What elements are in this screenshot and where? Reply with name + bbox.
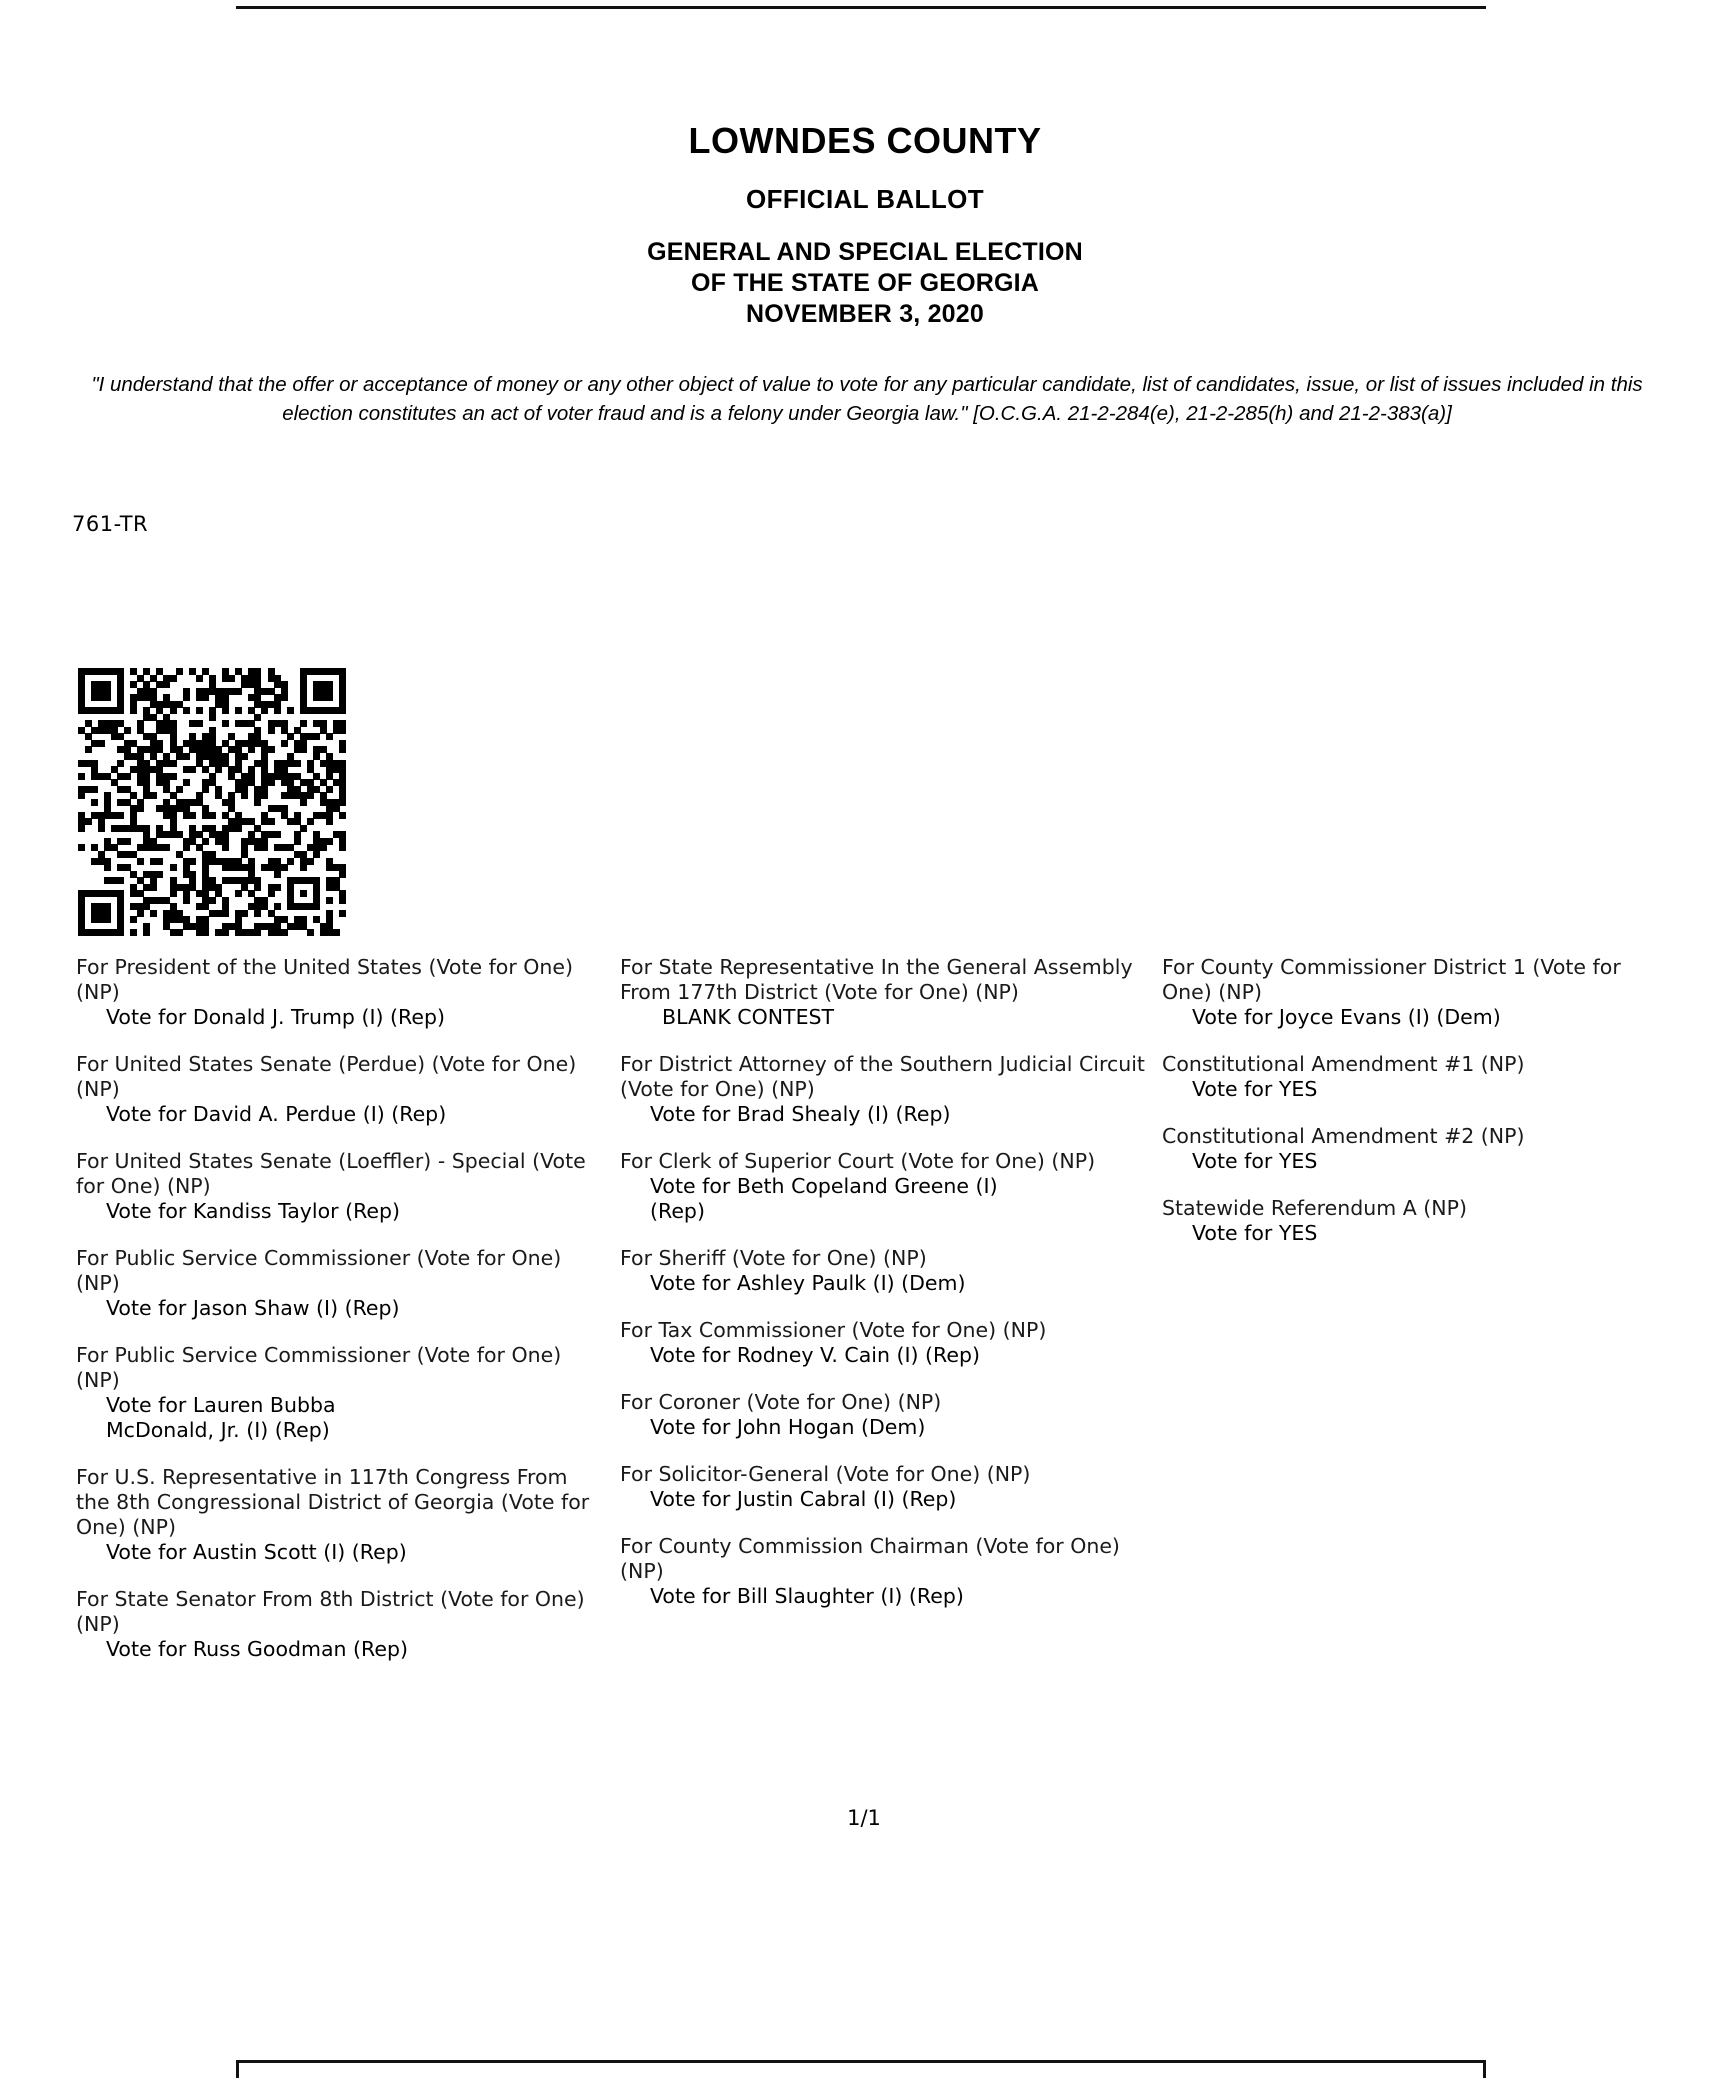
contest-choice: Vote for Justin Cabral (I) (Rep) — [650, 1487, 957, 1511]
contest-choice: Vote for Brad Shealy (I) (Rep) — [650, 1102, 951, 1126]
contest — [620, 1052, 1160, 1127]
contest-title: For Public Service Commissioner (Vote for One) (NP) — [76, 1343, 562, 1392]
contest — [620, 1534, 1160, 1609]
contest-choice: Vote for David A. Perdue (I) (Rep) — [106, 1102, 447, 1126]
contest-choice: Vote for Austin Scott (I) (Rep) — [106, 1540, 407, 1564]
contest-column-3 — [1162, 955, 1662, 1268]
contest-choice: Vote for Kandiss Taylor (Rep) — [106, 1199, 401, 1223]
contest — [620, 1246, 1160, 1296]
contest-choice: Vote for Beth Copeland Greene (I) — [650, 1174, 998, 1198]
contest — [620, 1318, 1160, 1368]
contest-choice: McDonald, Jr. (I) (Rep) — [106, 1418, 330, 1442]
contest — [1162, 1052, 1662, 1102]
contest-column-2 — [620, 955, 1160, 1631]
contest-choice: Vote for YES — [1192, 1149, 1318, 1173]
county-title: LOWNDES COUNTY — [688, 120, 1042, 161]
contest-title: Constitutional Amendment #1 (NP) — [1162, 1052, 1525, 1076]
blank-contest-notice: BLANK CONTEST — [662, 1005, 835, 1029]
ballot-header — [70, 120, 1660, 330]
contest — [1162, 1124, 1662, 1174]
contest-title: Statewide Referendum A (NP) — [1162, 1196, 1467, 1220]
contest-choice: Vote for Lauren Bubba — [106, 1393, 336, 1417]
contest-title: For County Commission Chairman (Vote for One) (NP) — [620, 1534, 1120, 1583]
contest-column-1 — [76, 955, 604, 1684]
contest-choice: Vote for Donald J. Trump (I) (Rep) — [106, 1005, 445, 1029]
election-date: NOVEMBER 3, 2020 — [745, 300, 984, 328]
contest-choice: Vote for Russ Goodman (Rep) — [106, 1637, 409, 1661]
contest — [76, 1343, 604, 1443]
contest — [620, 1149, 1160, 1224]
contest — [620, 1462, 1160, 1512]
contest — [1162, 955, 1662, 1030]
contest-choice: Vote for YES — [1192, 1221, 1318, 1245]
contest — [620, 955, 1160, 1030]
contest-choice: Vote for Bill Slaughter (I) (Rep) — [650, 1584, 964, 1608]
contest-title: For County Commissioner District 1 (Vote for One) (NP) — [1162, 955, 1621, 1004]
scan-edge-rule-top — [236, 6, 1486, 9]
contest — [76, 1587, 604, 1662]
contest-title: For Solicitor-General (Vote for One) (NP) — [620, 1462, 1031, 1486]
scan-edge-rule-bottom — [236, 2060, 1486, 2063]
contest-choice: Vote for YES — [1192, 1077, 1318, 1101]
contest — [620, 1390, 1160, 1440]
contest — [76, 955, 604, 1030]
contest-choice: Vote for Jason Shaw (I) (Rep) — [106, 1296, 400, 1320]
contest-title: For U.S. Representative in 117th Congress From the 8th Congressional District of Georgia (Vote for One) (NP) — [76, 1465, 590, 1539]
qr-code-icon — [78, 668, 346, 936]
contest-title: For State Representative In the General Assembly From 177th District (Vote for One) (NP) — [620, 955, 1133, 1004]
contest-choice: Vote for Ashley Paulk (I) (Dem) — [650, 1271, 966, 1295]
contest-title: For Public Service Commissioner (Vote for One) (NP) — [76, 1246, 562, 1295]
contest-columns — [72, 955, 1662, 1745]
contest-title: For Clerk of Superior Court (Vote for One) (NP) — [620, 1149, 1096, 1173]
contest-title: For State Senator From 8th District (Vote for One) (NP) — [76, 1587, 585, 1636]
contest-choice: (Rep) — [650, 1199, 705, 1223]
contest-choice: Vote for John Hogan (Dem) — [650, 1415, 926, 1439]
contest — [76, 1246, 604, 1321]
contest-title: For United States Senate (Loeffler) - Special (Vote for One) (NP) — [76, 1149, 586, 1198]
contest — [1162, 1196, 1662, 1246]
contest — [76, 1052, 604, 1127]
scan-tick-right — [1483, 2060, 1486, 2078]
contest — [76, 1149, 604, 1224]
contest-title: For Tax Commissioner (Vote for One) (NP) — [620, 1318, 1047, 1342]
contest-title: For Coroner (Vote for One) (NP) — [620, 1390, 942, 1414]
scan-tick-left — [236, 2060, 239, 2078]
contest-title: For Sheriff (Vote for One) (NP) — [620, 1246, 927, 1270]
contest-choice: Vote for Joyce Evans (I) (Dem) — [1192, 1005, 1501, 1029]
contest-title: For District Attorney of the Southern Judicial Circuit (Vote for One) (NP) — [620, 1052, 1145, 1101]
ballot-style-id: 761-TR — [72, 512, 149, 536]
election-title-line-1: GENERAL AND SPECIAL ELECTION — [647, 238, 1083, 266]
page-number: 1/1 — [847, 1806, 881, 1830]
contest-title: Constitutional Amendment #2 (NP) — [1162, 1124, 1525, 1148]
official-ballot-title: OFFICIAL BALLOT — [745, 184, 985, 214]
contest — [76, 1465, 604, 1565]
voter-fraud-oath-text: "I understand that the offer or acceptance of money or any other object of value to vote for any particular candidate, list of candidates, issue, or list of issues included in this election constitutes an act of voter fraud and is a felony under Georgia law." [O.C.G.A. 21-2-284(e), 21-2-285(h) and 21-2-383(a)] — [91, 373, 1643, 425]
contest-title: For United States Senate (Perdue) (Vote for One) (NP) — [76, 1052, 577, 1101]
contest-title: For President of the United States (Vote for One) (NP) — [76, 955, 574, 1004]
ballot-qr-code — [78, 668, 346, 936]
contest-choice: Vote for Rodney V. Cain (I) (Rep) — [650, 1343, 980, 1367]
election-title-line-2: OF THE STATE OF GEORGIA — [690, 269, 1040, 297]
